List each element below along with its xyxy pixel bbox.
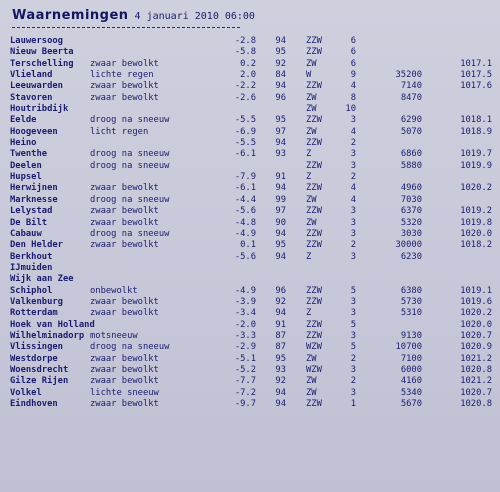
visibility-value: 5340 <box>400 387 422 398</box>
wind-direction: ZZW <box>306 183 322 194</box>
visibility-value: 35200 <box>395 70 422 81</box>
wind-direction: ZZW <box>306 296 322 307</box>
pressure-value: 1019.1 <box>460 285 492 296</box>
table-row <box>10 195 496 206</box>
humidity-value: 97 <box>275 126 286 137</box>
humidity-value: 93 <box>275 149 286 160</box>
weather-description: zwaar bewolkt <box>90 364 159 375</box>
visibility-value: 6370 <box>400 206 422 217</box>
weather-description: droog na sneeuw <box>90 228 170 239</box>
weather-description: zwaar bewolkt <box>90 183 159 194</box>
temperature-value: -4.9 <box>234 228 256 239</box>
pressure-value: 1020.8 <box>460 364 492 375</box>
table-row <box>10 286 496 297</box>
humidity-value: 95 <box>275 240 286 251</box>
visibility-value: 6380 <box>400 285 422 296</box>
wind-speed: 6 <box>350 58 356 69</box>
humidity-value: 92 <box>275 58 286 69</box>
table-row <box>10 354 496 365</box>
wind-direction: ZW <box>306 92 317 103</box>
visibility-value: 5880 <box>400 160 422 171</box>
pressure-value: 1021.2 <box>460 353 492 364</box>
visibility-value: 5670 <box>400 399 422 409</box>
pressure-value: 1020.2 <box>460 308 492 319</box>
pressure-value: 1018.9 <box>460 126 492 137</box>
station-name: Den Helder <box>10 240 63 251</box>
weather-description: zwaar bewolkt <box>90 296 159 307</box>
humidity-value: 91 <box>275 319 286 330</box>
weather-description: motsneeuw <box>90 330 138 341</box>
visibility-value: 7100 <box>400 353 422 364</box>
pressure-value: 1019.8 <box>460 217 492 228</box>
table-row <box>10 229 496 240</box>
humidity-value: 95 <box>275 353 286 364</box>
humidity-value: 87 <box>275 330 286 341</box>
weather-description: onbewolkt <box>90 285 138 296</box>
station-name: Leeuwarden <box>10 81 63 92</box>
table-row <box>10 376 496 387</box>
visibility-value: 5310 <box>400 308 422 319</box>
table-row <box>10 36 496 47</box>
wind-direction: ZZW <box>306 138 322 149</box>
humidity-value: 94 <box>275 183 286 194</box>
station-name: IJmuiden <box>10 262 53 273</box>
table-row <box>10 297 496 308</box>
weather-description: zwaar bewolkt <box>90 399 159 409</box>
temperature-value: 0.2 <box>240 58 256 69</box>
wind-direction: ZW <box>306 387 317 398</box>
page-header <box>12 8 255 26</box>
pressure-value: 1020.0 <box>460 228 492 239</box>
temperature-value: -5.6 <box>234 251 256 262</box>
station-name: Houtribdijk <box>10 104 69 115</box>
station-name: Berkhout <box>10 251 53 262</box>
wind-speed: 6 <box>350 47 356 58</box>
weather-description: zwaar bewolkt <box>90 81 159 92</box>
visibility-value: 4960 <box>400 183 422 194</box>
temperature-value: -6.1 <box>234 149 256 160</box>
station-name: Hoek van Holland <box>10 319 95 330</box>
temperature-value: -7.7 <box>234 376 256 387</box>
humidity-value: 94 <box>275 308 286 319</box>
pressure-value: 1017.6 <box>460 81 492 92</box>
weather-description: lichte sneeuw <box>90 387 159 398</box>
station-name: Twenthe <box>10 149 48 160</box>
station-name: Cabauw <box>10 228 42 239</box>
humidity-value: 94 <box>275 387 286 398</box>
wind-direction: ZZW <box>306 228 322 239</box>
pressure-value: 1020.0 <box>460 319 492 330</box>
humidity-value: 94 <box>275 251 286 262</box>
wind-direction: ZZW <box>306 319 322 330</box>
temperature-value: -4.8 <box>234 217 256 228</box>
wind-direction: ZW <box>306 58 317 69</box>
wind-speed: 3 <box>350 308 356 319</box>
pressure-value: 1019.6 <box>460 296 492 307</box>
pressure-value: 1020.7 <box>460 387 492 398</box>
wind-direction: Z <box>306 251 312 262</box>
temperature-value: -4.4 <box>234 194 256 205</box>
weather-description: licht regen <box>90 126 149 137</box>
header-divider <box>12 27 240 28</box>
humidity-value: 96 <box>275 285 286 296</box>
station-name: Valkenburg <box>10 296 63 307</box>
wind-speed: 4 <box>350 183 356 194</box>
visibility-value: 5320 <box>400 217 422 228</box>
humidity-value: 94 <box>275 228 286 239</box>
humidity-value: 94 <box>275 399 286 409</box>
weather-description: droog na sneeuw <box>90 149 170 160</box>
weather-description: droog na sneeuw <box>90 342 170 353</box>
temperature-value: -3.9 <box>234 296 256 307</box>
wind-direction: WZW <box>306 364 322 375</box>
wind-speed: 2 <box>350 240 356 251</box>
wind-speed: 10 <box>345 104 356 115</box>
temperature-value: -9.7 <box>234 399 256 409</box>
wind-direction: ZZW <box>306 285 322 296</box>
temperature-value: -5.5 <box>234 115 256 126</box>
table-row <box>10 59 496 70</box>
wind-direction: ZZW <box>306 206 322 217</box>
pressure-value: 1020.2 <box>460 183 492 194</box>
wind-direction: ZZW <box>306 399 322 409</box>
humidity-value: 84 <box>275 70 286 81</box>
table-row <box>10 240 496 251</box>
visibility-value: 7030 <box>400 194 422 205</box>
wind-speed: 4 <box>350 81 356 92</box>
wind-direction: ZW <box>306 376 317 387</box>
station-name: Stavoren <box>10 92 53 103</box>
humidity-value: 92 <box>275 376 286 387</box>
station-name: Heino <box>10 138 37 149</box>
table-row <box>10 365 496 376</box>
table-row <box>10 47 496 58</box>
pressure-value: 1017.5 <box>460 70 492 81</box>
visibility-value: 4160 <box>400 376 422 387</box>
humidity-value: 97 <box>275 206 286 217</box>
humidity-value: 94 <box>275 36 286 46</box>
wind-speed: 3 <box>350 115 356 126</box>
wind-speed: 5 <box>350 342 356 353</box>
weather-description: zwaar bewolkt <box>90 376 159 387</box>
table-row <box>10 93 496 104</box>
station-name: Eelde <box>10 115 37 126</box>
wind-speed: 3 <box>350 217 356 228</box>
wind-direction: ZZW <box>306 330 322 341</box>
temperature-value: 2.0 <box>240 70 256 81</box>
visibility-value: 6000 <box>400 364 422 375</box>
wind-speed: 3 <box>350 296 356 307</box>
humidity-value: 99 <box>275 194 286 205</box>
wind-speed: 8 <box>350 92 356 103</box>
temperature-value: -5.2 <box>234 364 256 375</box>
station-name: Vlissingen <box>10 342 63 353</box>
page-title: Waarnemingen <box>12 8 129 23</box>
visibility-value: 5070 <box>400 126 422 137</box>
table-row <box>10 388 496 399</box>
table-row <box>10 127 496 138</box>
table-row <box>10 115 496 126</box>
humidity-value: 94 <box>275 138 286 149</box>
table-row <box>10 274 496 285</box>
temperature-value: -5.6 <box>234 206 256 217</box>
temperature-value: -7.2 <box>234 387 256 398</box>
station-name: Westdorpe <box>10 353 58 364</box>
wind-direction: ZW <box>306 126 317 137</box>
pressure-value: 1019.7 <box>460 149 492 160</box>
wind-speed: 3 <box>350 387 356 398</box>
table-row <box>10 161 496 172</box>
weather-description: lichte regen <box>90 70 154 81</box>
temperature-value: -5.5 <box>234 138 256 149</box>
weather-description: zwaar bewolkt <box>90 58 159 69</box>
station-name: Lelystad <box>10 206 53 217</box>
visibility-value: 8470 <box>400 92 422 103</box>
station-name: Gilze Rijen <box>10 376 69 387</box>
wind-speed: 2 <box>350 353 356 364</box>
visibility-value: 9130 <box>400 330 422 341</box>
table-row <box>10 263 496 274</box>
pressure-value: 1020.7 <box>460 330 492 341</box>
wind-speed: 5 <box>350 319 356 330</box>
pressure-value: 1019.9 <box>460 160 492 171</box>
wind-direction: Z <box>306 149 312 160</box>
station-name: Rotterdam <box>10 308 58 319</box>
station-name: Wilhelminadorp <box>10 330 85 341</box>
visibility-value: 6860 <box>400 149 422 160</box>
table-row <box>10 342 496 353</box>
temperature-value: -2.6 <box>234 92 256 103</box>
pressure-value: 1018.1 <box>460 115 492 126</box>
wind-speed: 3 <box>350 206 356 217</box>
wind-direction: W <box>306 70 312 81</box>
table-row <box>10 218 496 229</box>
station-name: Lauwersoog <box>10 36 63 46</box>
station-name: Woensdrecht <box>10 364 69 375</box>
visibility-value: 6230 <box>400 251 422 262</box>
station-name: Marknesse <box>10 194 58 205</box>
wind-speed: 2 <box>350 172 356 183</box>
wind-speed: 6 <box>350 36 356 46</box>
pressure-value: 1021.2 <box>460 376 492 387</box>
weather-description: zwaar bewolkt <box>90 308 159 319</box>
station-name: Herwijnen <box>10 183 58 194</box>
wind-speed: 4 <box>350 126 356 137</box>
wind-speed: 9 <box>350 70 356 81</box>
pressure-value: 1020.9 <box>460 342 492 353</box>
humidity-value: 92 <box>275 296 286 307</box>
table-row <box>10 104 496 115</box>
wind-direction: ZZW <box>306 240 322 251</box>
weather-description: droog na sneeuw <box>90 160 170 171</box>
station-name: Eindhoven <box>10 399 58 409</box>
temperature-value: -2.0 <box>234 319 256 330</box>
weather-description: zwaar bewolkt <box>90 217 159 228</box>
wind-direction: Z <box>306 172 312 183</box>
wind-speed: 2 <box>350 138 356 149</box>
weather-description: zwaar bewolkt <box>90 240 159 251</box>
table-row <box>10 252 496 263</box>
humidity-value: 93 <box>275 364 286 375</box>
wind-direction: ZW <box>306 353 317 364</box>
wind-speed: 3 <box>350 228 356 239</box>
visibility-value: 3030 <box>400 228 422 239</box>
humidity-value: 95 <box>275 115 286 126</box>
table-row <box>10 331 496 342</box>
humidity-value: 87 <box>275 342 286 353</box>
visibility-value: 10700 <box>395 342 422 353</box>
station-name: Terschelling <box>10 58 74 69</box>
visibility-value: 30000 <box>395 240 422 251</box>
weather-description: droog na sneeuw <box>90 115 170 126</box>
station-name: Nieuw Beerta <box>10 47 74 58</box>
temperature-value: -2.8 <box>234 36 256 46</box>
table-row <box>10 81 496 92</box>
station-name: Deelen <box>10 160 42 171</box>
temperature-value: 0.1 <box>240 240 256 251</box>
station-name: Vlieland <box>10 70 53 81</box>
pressure-value: 1019.2 <box>460 206 492 217</box>
wind-direction: ZZW <box>306 115 322 126</box>
temperature-value: -6.9 <box>234 126 256 137</box>
temperature-value: -5.8 <box>234 47 256 58</box>
weather-description: zwaar bewolkt <box>90 353 159 364</box>
pressure-value: 1018.2 <box>460 240 492 251</box>
pressure-value: 1020.8 <box>460 399 492 409</box>
station-name: Hupsel <box>10 172 42 183</box>
observations-table <box>10 36 496 410</box>
pressure-value: 1017.1 <box>460 58 492 69</box>
table-row <box>10 172 496 183</box>
temperature-value: -5.1 <box>234 353 256 364</box>
table-row <box>10 183 496 194</box>
wind-direction: ZW <box>306 104 317 115</box>
table-row <box>10 138 496 149</box>
wind-speed: 3 <box>350 330 356 341</box>
wind-speed: 1 <box>350 399 356 409</box>
station-name: Hoogeveen <box>10 126 58 137</box>
table-row <box>10 206 496 217</box>
temperature-value: -3.3 <box>234 330 256 341</box>
wind-speed: 5 <box>350 285 356 296</box>
station-name: Wijk aan Zee <box>10 274 74 285</box>
temperature-value: -3.4 <box>234 308 256 319</box>
wind-direction: ZW <box>306 217 317 228</box>
wind-direction: ZW <box>306 194 317 205</box>
humidity-value: 91 <box>275 172 286 183</box>
wind-direction: ZZW <box>306 81 322 92</box>
wind-direction: ZZW <box>306 160 322 171</box>
wind-direction: Z <box>306 308 312 319</box>
weather-description: droog na sneeuw <box>90 194 170 205</box>
table-row <box>10 308 496 319</box>
humidity-value: 90 <box>275 217 286 228</box>
humidity-value: 95 <box>275 47 286 58</box>
visibility-value: 5730 <box>400 296 422 307</box>
table-row <box>10 70 496 81</box>
wind-direction: ZZW <box>306 47 322 58</box>
visibility-value: 7140 <box>400 81 422 92</box>
station-name: Volkel <box>10 387 42 398</box>
table-row <box>10 320 496 331</box>
table-row <box>10 149 496 160</box>
wind-speed: 4 <box>350 194 356 205</box>
temperature-value: -4.9 <box>234 285 256 296</box>
wind-direction: ZZW <box>306 36 322 46</box>
observation-datetime: 4 januari 2010 06:00 <box>134 11 255 22</box>
wind-speed: 3 <box>350 149 356 160</box>
wind-speed: 2 <box>350 376 356 387</box>
wind-speed: 3 <box>350 364 356 375</box>
temperature-value: -6.1 <box>234 183 256 194</box>
wind-direction: WZW <box>306 342 322 353</box>
wind-speed: 3 <box>350 160 356 171</box>
wind-speed: 3 <box>350 251 356 262</box>
station-name: De Bilt <box>10 217 48 228</box>
temperature-value: -7.9 <box>234 172 256 183</box>
temperature-value: -2.9 <box>234 342 256 353</box>
humidity-value: 96 <box>275 92 286 103</box>
weather-description: zwaar bewolkt <box>90 206 159 217</box>
table-row <box>10 399 496 410</box>
weather-description: zwaar bewolkt <box>90 92 159 103</box>
station-name: Schiphol <box>10 285 53 296</box>
temperature-value: -2.2 <box>234 81 256 92</box>
humidity-value: 94 <box>275 81 286 92</box>
visibility-value: 6290 <box>400 115 422 126</box>
